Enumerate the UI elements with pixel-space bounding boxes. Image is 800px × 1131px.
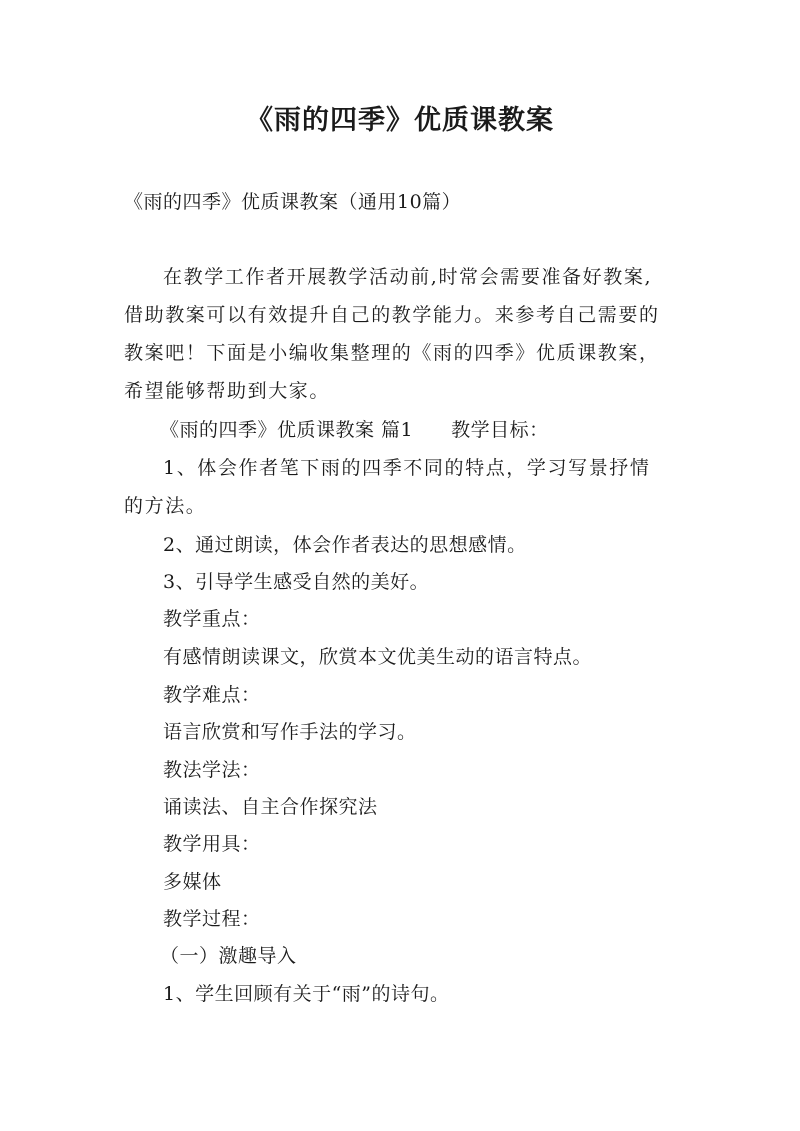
section-heading: 《雨的四季》优质课教案 篇1 bbox=[160, 419, 414, 441]
body-line-12: 多媒体 bbox=[163, 871, 222, 893]
document-subtitle: 《雨的四季》优质课教案（通用10篇） bbox=[124, 191, 462, 213]
intro-line-4: 希望能够帮助到大家。 bbox=[124, 380, 331, 402]
body-line-6: 有感情朗读课文，欣赏本文优美生动的语言特点。 bbox=[163, 646, 593, 668]
body-line-11: 教学用具： bbox=[163, 833, 261, 855]
body-line-13: 教学过程： bbox=[163, 908, 261, 930]
body-line-9: 教法学法： bbox=[163, 759, 261, 781]
body-line-1: 1、体会作者笔下雨的四季不同的特点，学习写景抒情 bbox=[163, 457, 651, 479]
body-line-8: 语言欣赏和写作手法的学习。 bbox=[163, 721, 417, 743]
intro-line-1: 在教学工作者开展教学活动前,时常会需要准备好教案, bbox=[163, 266, 653, 288]
body-line-15: 1、学生回顾有关于“雨”的诗句。 bbox=[163, 983, 450, 1005]
section-heading-line bbox=[160, 418, 549, 442]
body-line-3: 2、通过朗读，体会作者表达的思想感情。 bbox=[163, 534, 527, 556]
body-line-7: 教学难点： bbox=[163, 684, 261, 706]
body-line-2: 的方法。 bbox=[124, 495, 207, 517]
objectives-label: 教学目标： bbox=[451, 419, 549, 441]
body-line-4: 3、引导学生感受自然的美好。 bbox=[163, 571, 430, 593]
body-line-10: 诵读法、自主合作探究法 bbox=[163, 796, 378, 818]
document-title: 《雨的四季》优质课教案 bbox=[246, 105, 554, 136]
body-line-14: （一）激趣导入 bbox=[160, 945, 297, 967]
intro-line-2: 借助教案可以有效提升自己的教学能力。来参考自己需要的 bbox=[124, 304, 660, 326]
body-line-5: 教学重点： bbox=[163, 608, 261, 630]
intro-line-3: 教案吧！下面是小编收集整理的《雨的四季》优质课教案， bbox=[124, 342, 660, 364]
